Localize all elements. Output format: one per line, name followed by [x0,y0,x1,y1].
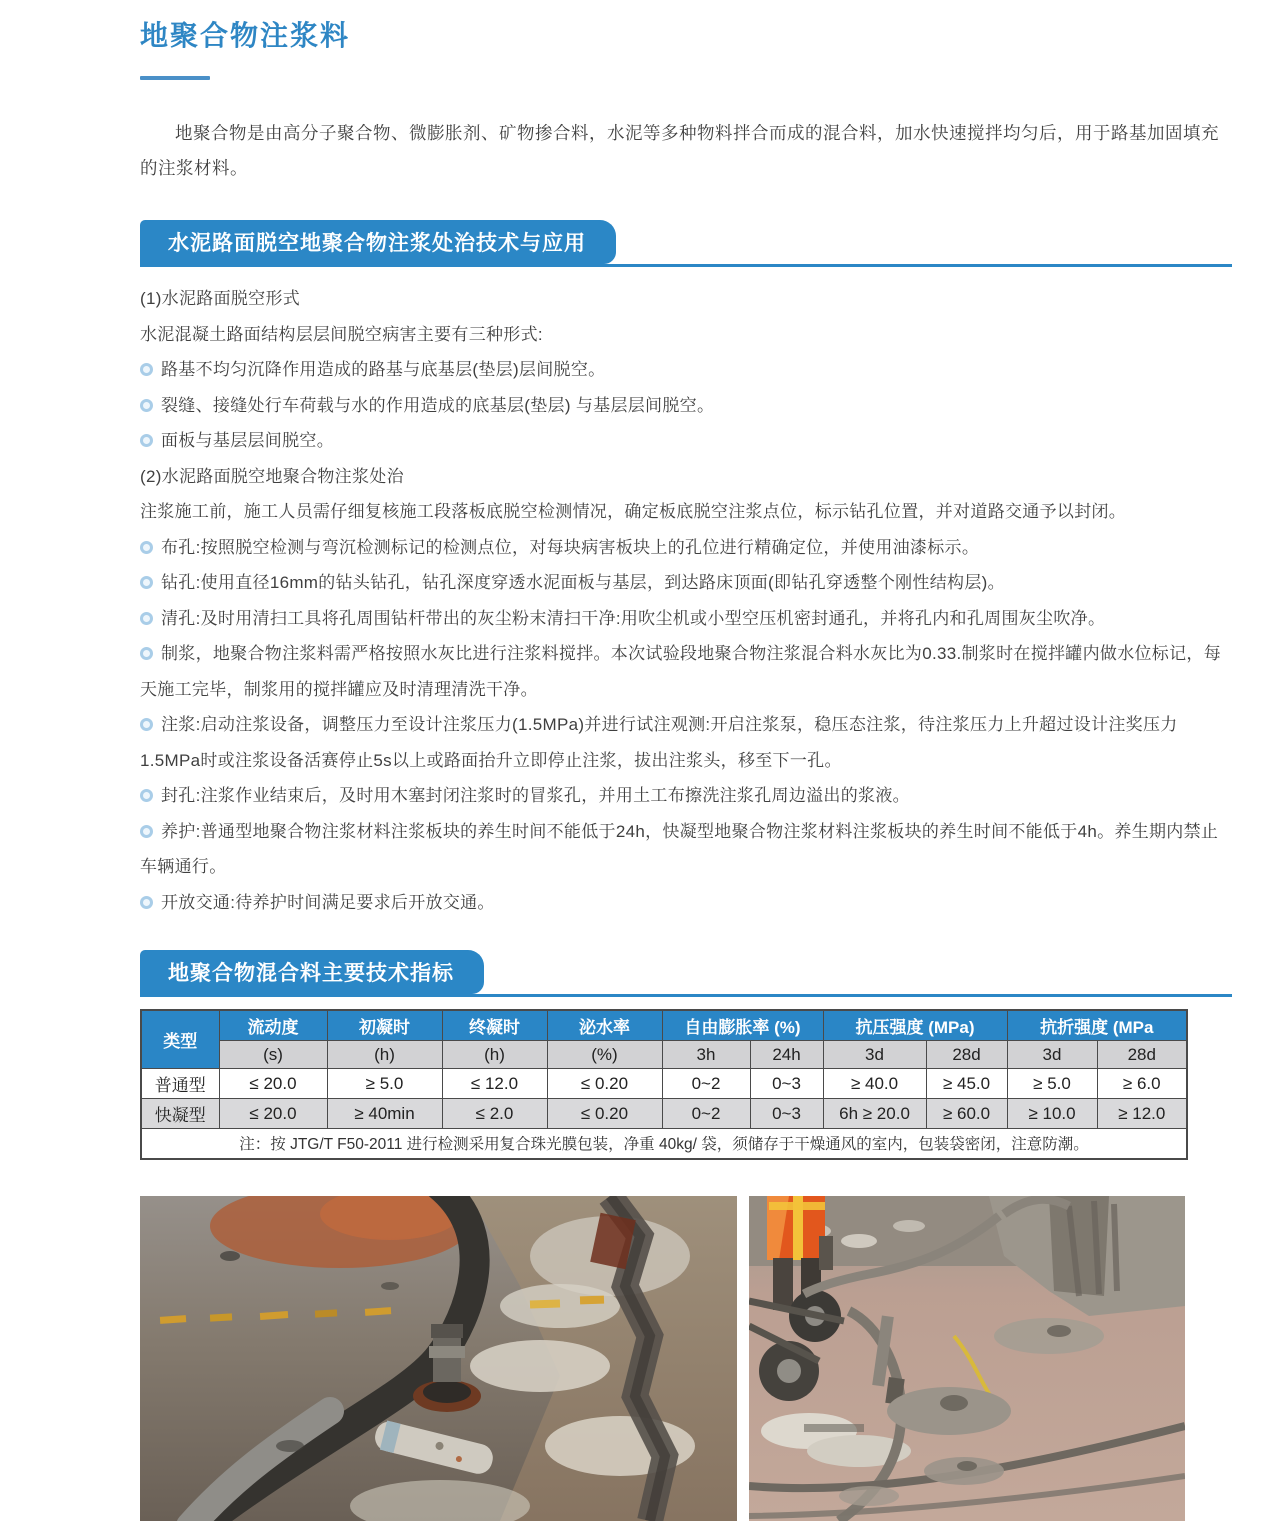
value-cell: ≥ 5.0 [327,1069,442,1099]
value-cell: ≤ 0.20 [547,1069,662,1099]
header-cell: 流动度 [219,1010,327,1041]
bullet-line [140,707,1232,778]
page-title: 地聚合物注浆料 [140,20,351,51]
value-cell: ≤ 20.0 [219,1069,327,1099]
ring-bullet-icon [140,434,153,447]
section1-body [140,281,1232,920]
table-header-row [141,1010,1187,1041]
value-cell: ≥ 10.0 [1007,1099,1097,1129]
line-text: 注浆施工前，施工人员需仔细复核施工段落板底脱空检测情况，确定板底脱空注浆点位，标示钻孔位置，并对道路交通予以封闭。 [140,502,1127,521]
line-text: 裂缝、接缝处行车荷载与水的作用造成的底基层(垫层) 与基层层间脱空。 [161,395,715,415]
ring-bullet-icon [140,718,153,731]
ring-bullet-icon [140,399,153,412]
value-cell: 6h ≥ 20.0 [823,1099,926,1129]
ring-bullet-icon [140,612,153,625]
bullet-line [140,778,1232,814]
value-cell: ≥ 6.0 [1097,1069,1187,1099]
table-note: 注：按 JTG/T F50-2011 进行检测采用复合珠光膜包装，净重 40kg/ 袋，须储存于干燥通风的室内，包装袋密闭，注意防潮。 [141,1129,1187,1159]
value-cell: ≥ 40min [327,1099,442,1129]
value-cell: 0~3 [750,1069,823,1099]
header-cell: 初凝时 [327,1010,442,1041]
value-cell: ≤ 12.0 [442,1069,547,1099]
row-type-cell: 快凝型 [141,1099,219,1129]
text-line [140,317,1232,353]
header-cell-group: 抗折强度 (MPa [1007,1010,1187,1041]
row-type-cell: 普通型 [141,1069,219,1099]
text-line [140,494,1232,530]
intro-paragraph: 地聚合物是由高分子聚合物、微膨胀剂、矿物掺合料，水泥等多种物料拌合而成的混合料，加水快速搅拌均匀后，用于路基加固填充的注浆材料。 [140,123,1219,178]
line-text: 面板与基层层间脱空。 [161,431,334,450]
unit-cell: (h) [442,1041,547,1069]
ring-bullet-icon [140,789,153,802]
value-cell: ≥ 12.0 [1097,1099,1187,1129]
unit-cell: 28d [1097,1041,1187,1069]
bullet-line [140,565,1232,601]
table-row [141,1069,1187,1099]
bullet-line [140,352,1232,388]
unit-cell: 3d [823,1041,926,1069]
ring-bullet-icon [140,825,153,838]
ring-bullet-icon [140,576,153,589]
value-cell: ≥ 45.0 [926,1069,1007,1099]
ring-bullet-icon [140,363,153,376]
line-text: 水泥混凝土路面结构层层间脱空病害主要有三种形式: [140,324,543,344]
unit-cell: 3h [662,1041,750,1069]
technical-spec-table [140,1009,1188,1160]
grouting-construction-site-photo [749,1196,1185,1521]
line-text: 路基不均匀沉降作用造成的路基与底基层(垫层)层间脱空。 [161,360,606,379]
section2-banner: 地聚合物混合料主要技术指标 [140,950,484,994]
unit-cell: (%) [547,1041,662,1069]
table-row [141,1099,1187,1129]
table-note-row [141,1129,1187,1159]
ring-bullet-icon [140,896,153,909]
bullet-line [140,388,1232,424]
line-text: 清孔:及时用清扫工具将孔周围钻杆带出的灰尘粉末清扫干净:用吹尘机或小型空压机密封通孔，并将孔内和孔周围灰尘吹净。 [161,608,1106,628]
unit-cell: 24h [750,1041,823,1069]
value-cell: 0~2 [662,1069,750,1099]
value-cell: ≥ 40.0 [823,1069,926,1099]
photo-strip [140,1196,1232,1521]
unit-cell: 28d [926,1041,1007,1069]
bullet-line [140,530,1232,566]
header-cell-type: 类型 [141,1010,219,1069]
value-cell: 0~3 [750,1099,823,1129]
section1-banner: 水泥路面脱空地聚合物注浆处治技术与应用 [140,220,616,264]
value-cell: ≤ 2.0 [442,1099,547,1129]
unit-cell: (s) [219,1041,327,1069]
text-line [140,281,1232,317]
line-text: (2)水泥路面脱空地聚合物注浆处治 [140,466,404,486]
value-cell: ≥ 5.0 [1007,1069,1097,1099]
value-cell: ≤ 20.0 [219,1099,327,1129]
bullet-line [140,423,1232,459]
table-units-row [141,1041,1187,1069]
value-cell: ≥ 60.0 [926,1099,1007,1129]
bullet-line [140,814,1232,885]
unit-cell: (h) [327,1041,442,1069]
line-text: 注浆:启动注浆设备，调整压力至设计注浆压力(1.5MPa)并进行试注观测:开启注浆泵，稳压态注浆，待注浆压力上升超过设计注奖压力1.5MPa时或注浆设备活赛停止5s以上或路面抬升立即停止注浆，拔出注浆头，移至下一孔。 [140,715,1178,770]
header-cell: 泌水率 [547,1010,662,1041]
pavement-grouting-hose-photo [140,1196,737,1521]
title-underline [140,76,210,80]
line-text: 开放交通:待养护时间满足要求后开放交通。 [161,892,495,912]
header-cell-group: 抗压强度 (MPa) [823,1010,1007,1041]
section2-banner-row [140,950,1232,997]
unit-cell: 3d [1007,1041,1097,1069]
bullet-line [140,601,1232,637]
header-cell: 终凝时 [442,1010,547,1041]
line-text: (1)水泥路面脱空形式 [140,289,301,308]
ring-bullet-icon [140,541,153,554]
line-text: 养护:普通型地聚合物注浆材料注浆板块的养生时间不能低于24h，快凝型地聚合物注浆材料注浆板块的养生时间不能低于4h。养生期内禁止车辆通行。 [140,821,1219,876]
line-text: 布孔:按照脱空检测与弯沉检测标记的检测点位，对每块病害板块上的孔位进行精确定位，并使用油漆标示。 [161,537,980,557]
line-text: 制浆，地聚合物注浆料需严格按照水灰比进行注浆料搅拌。本次试验段地聚合物注浆混合料水灰比为0.33.制浆时在搅拌罐内做水位标记，每天施工完毕，制浆用的搅拌罐应及时清理清洗干净。 [140,644,1222,699]
line-text: 钻孔:使用直径16mm的钻头钻孔，钻孔深度穿透水泥面板与基层，到达路床顶面(即钻孔穿透整个刚性结构层)。 [161,573,1005,592]
value-cell: 0~2 [662,1099,750,1129]
line-text: 封孔:注浆作业结束后，及时用木塞封闭注浆时的冒浆孔，并用土工布擦洗注浆孔周边溢出的浆液。 [161,786,910,805]
value-cell: ≤ 0.20 [547,1099,662,1129]
bullet-line [140,636,1232,707]
section1-banner-row [140,220,1232,267]
text-line [140,459,1232,495]
ring-bullet-icon [140,647,153,660]
header-cell-group: 自由膨胀率 (%) [662,1010,823,1041]
bullet-line [140,885,1232,921]
